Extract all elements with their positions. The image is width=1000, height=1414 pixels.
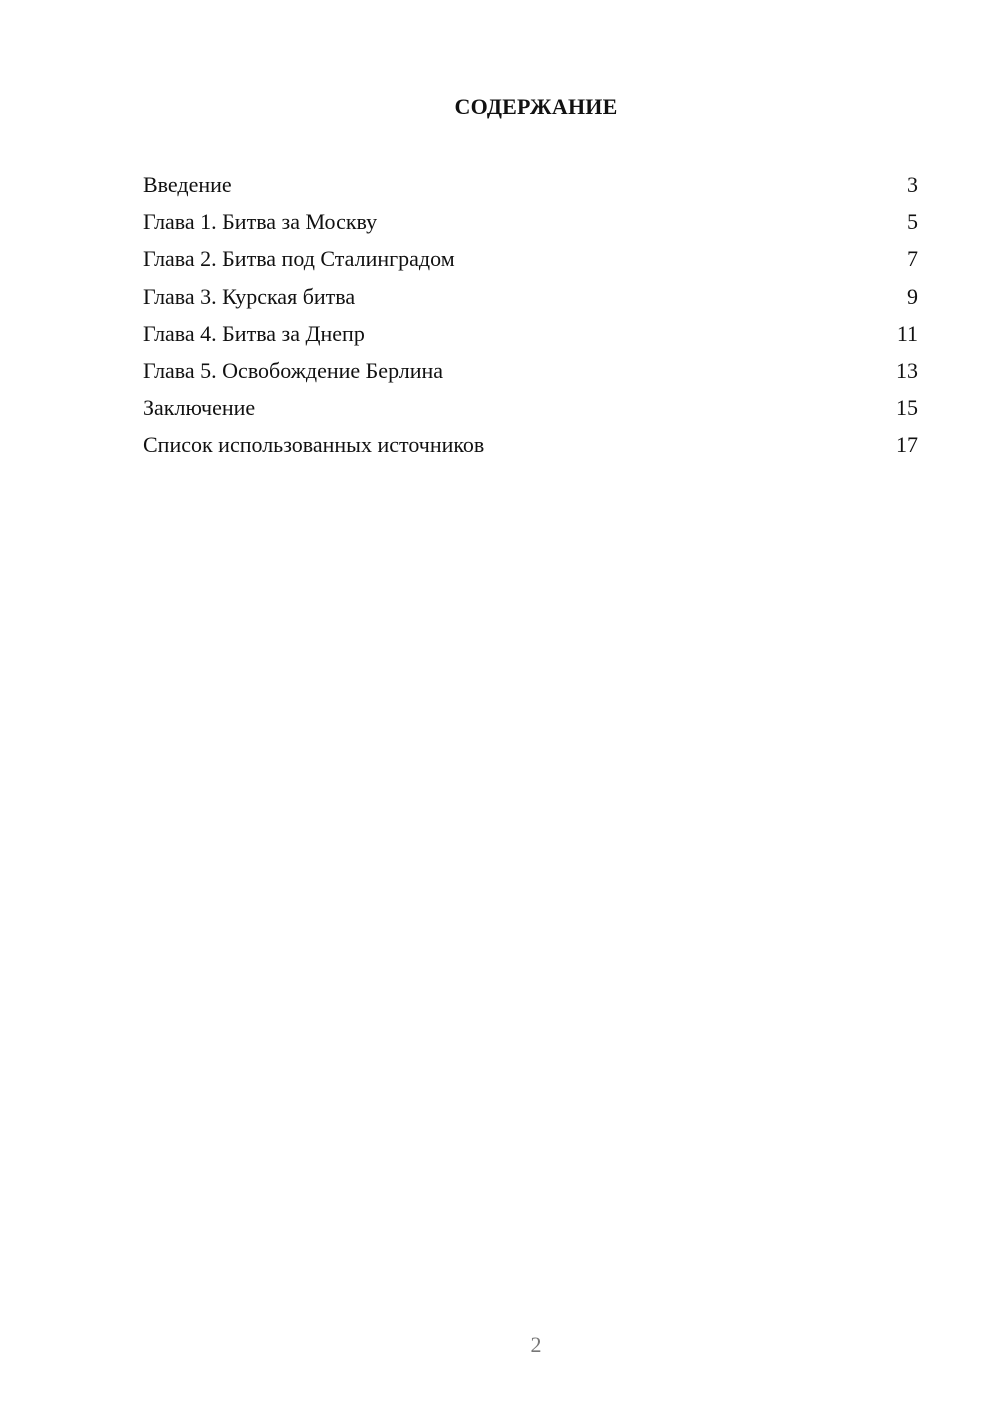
toc-entry-references bbox=[143, 426, 918, 463]
toc-entry-label: Глава 2. Битва под Сталинградом bbox=[143, 246, 455, 272]
toc-entry-page: 15 bbox=[896, 395, 918, 421]
toc-entry-page: 17 bbox=[896, 432, 918, 458]
toc-entry-chapter-3 bbox=[143, 278, 918, 315]
toc-entry-page: 3 bbox=[907, 172, 918, 197]
toc-entry-introduction bbox=[143, 166, 918, 203]
toc-entry-label: Введение bbox=[143, 172, 232, 197]
page-number: 2 bbox=[530, 1332, 542, 1357]
toc-entry-chapter-1 bbox=[143, 203, 918, 240]
toc-entry-conclusion bbox=[143, 389, 918, 426]
toc-entry-page: 9 bbox=[907, 283, 918, 309]
toc-entry-label: Глава 1. Битва за Москву bbox=[143, 209, 378, 235]
toc-entry-label: Список использованных источников bbox=[143, 432, 485, 458]
toc-entry-page: 11 bbox=[896, 320, 918, 346]
toc-entry-chapter-5 bbox=[143, 352, 918, 389]
toc-entry-label: Заключение bbox=[143, 395, 256, 421]
toc-title: СОДЕРЖАНИЕ bbox=[454, 94, 618, 119]
toc-entry-page: 13 bbox=[896, 357, 918, 383]
toc-entry-chapter-4 bbox=[143, 315, 918, 352]
toc-entry-label: Глава 3. Курская битва bbox=[143, 283, 356, 309]
table-of-contents bbox=[143, 166, 918, 464]
toc-entry-chapter-2 bbox=[143, 240, 918, 277]
toc-entry-page: 7 bbox=[907, 246, 918, 272]
toc-entry-page: 5 bbox=[907, 209, 918, 235]
toc-entry-label: Глава 4. Битва за Днепр bbox=[143, 320, 365, 346]
toc-entry-label: Глава 5. Освобождение Берлина bbox=[143, 357, 444, 383]
